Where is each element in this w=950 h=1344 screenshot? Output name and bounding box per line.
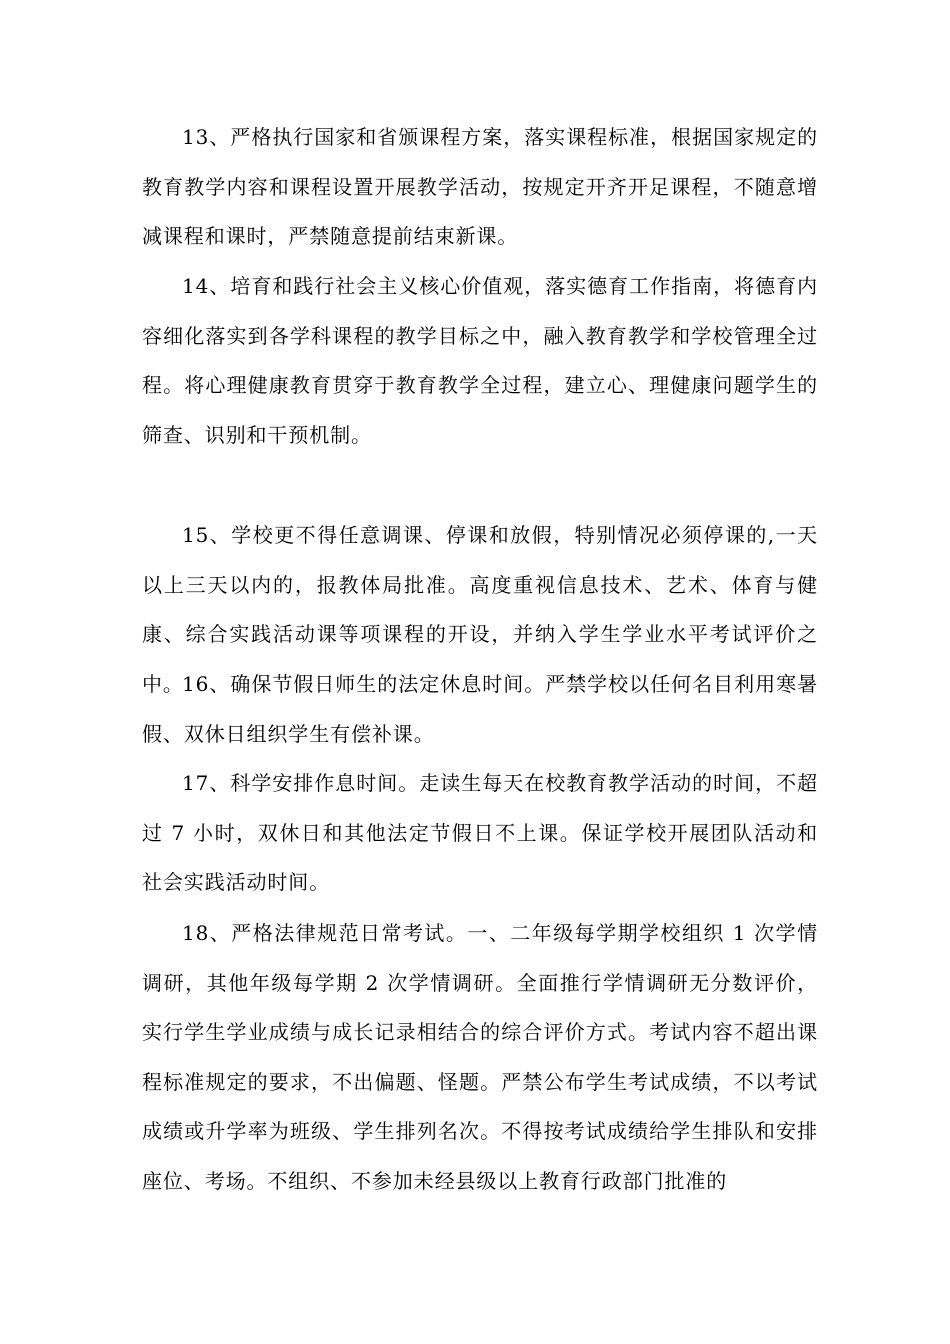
paragraph-16: 16、确保节假日师生的法定休息时间。严禁学校以任何名目利用寒暑假、双休日组织学生有偿补课。 [142, 672, 818, 746]
paragraph-15: 15、学校更不得任意调课、停课和放假，特别情况必须停课的,一天以上三天以内的，报教体局批准。高度重视信息技术、艺术、体育与健康、综合实践活动课等项课程的开设，并纳入学生学业水平考试评价之中。 [142, 523, 818, 696]
paragraph-18: 18、严格法律规范日常考试。一、二年级每学期学校组织 1 次学情调研，其他年级每学期 2 次学情调研。全面推行学情调研无分数评价，实行学生学业成绩与成长记录相结合的综合评价方式。考试内容不超出课程标准规定的要求，不出偏题、怪题。严禁公布学生考试成绩，不以考试成绩或升学率为班级、学生排列名次。不得按考试成绩给学生排队和安排座位、考场。不组织、不参加未经县级以上教育行政部门批准的 [142, 921, 818, 1193]
paragraph-17: 17、科学安排作息时间。走读生每天在校教育教学活动的时间，不超过 7 小时，双休日和其他法定节假日不上课。保证学校开展团队活动和社会实践活动时间。 [142, 771, 818, 894]
paragraph-13: 13、严格执行国家和省颁课程方案，落实课程标准，根据国家规定的教育教学内容和课程设置开展教学活动，按规定开齐开足课程，不随意增减课程和课时，严禁随意提前结束新课。 [142, 125, 818, 248]
paragraph-14: 14、培育和践行社会主义核心价值观，落实德育工作指南，将德育内容细化落实到各学科课程的教学目标之中，融入教育教学和学校管理全过程。将心理健康教育贯穿于教育教学全过程，建立心、理健康问题学生的筛查、识别和干预机制。 [142, 274, 818, 447]
